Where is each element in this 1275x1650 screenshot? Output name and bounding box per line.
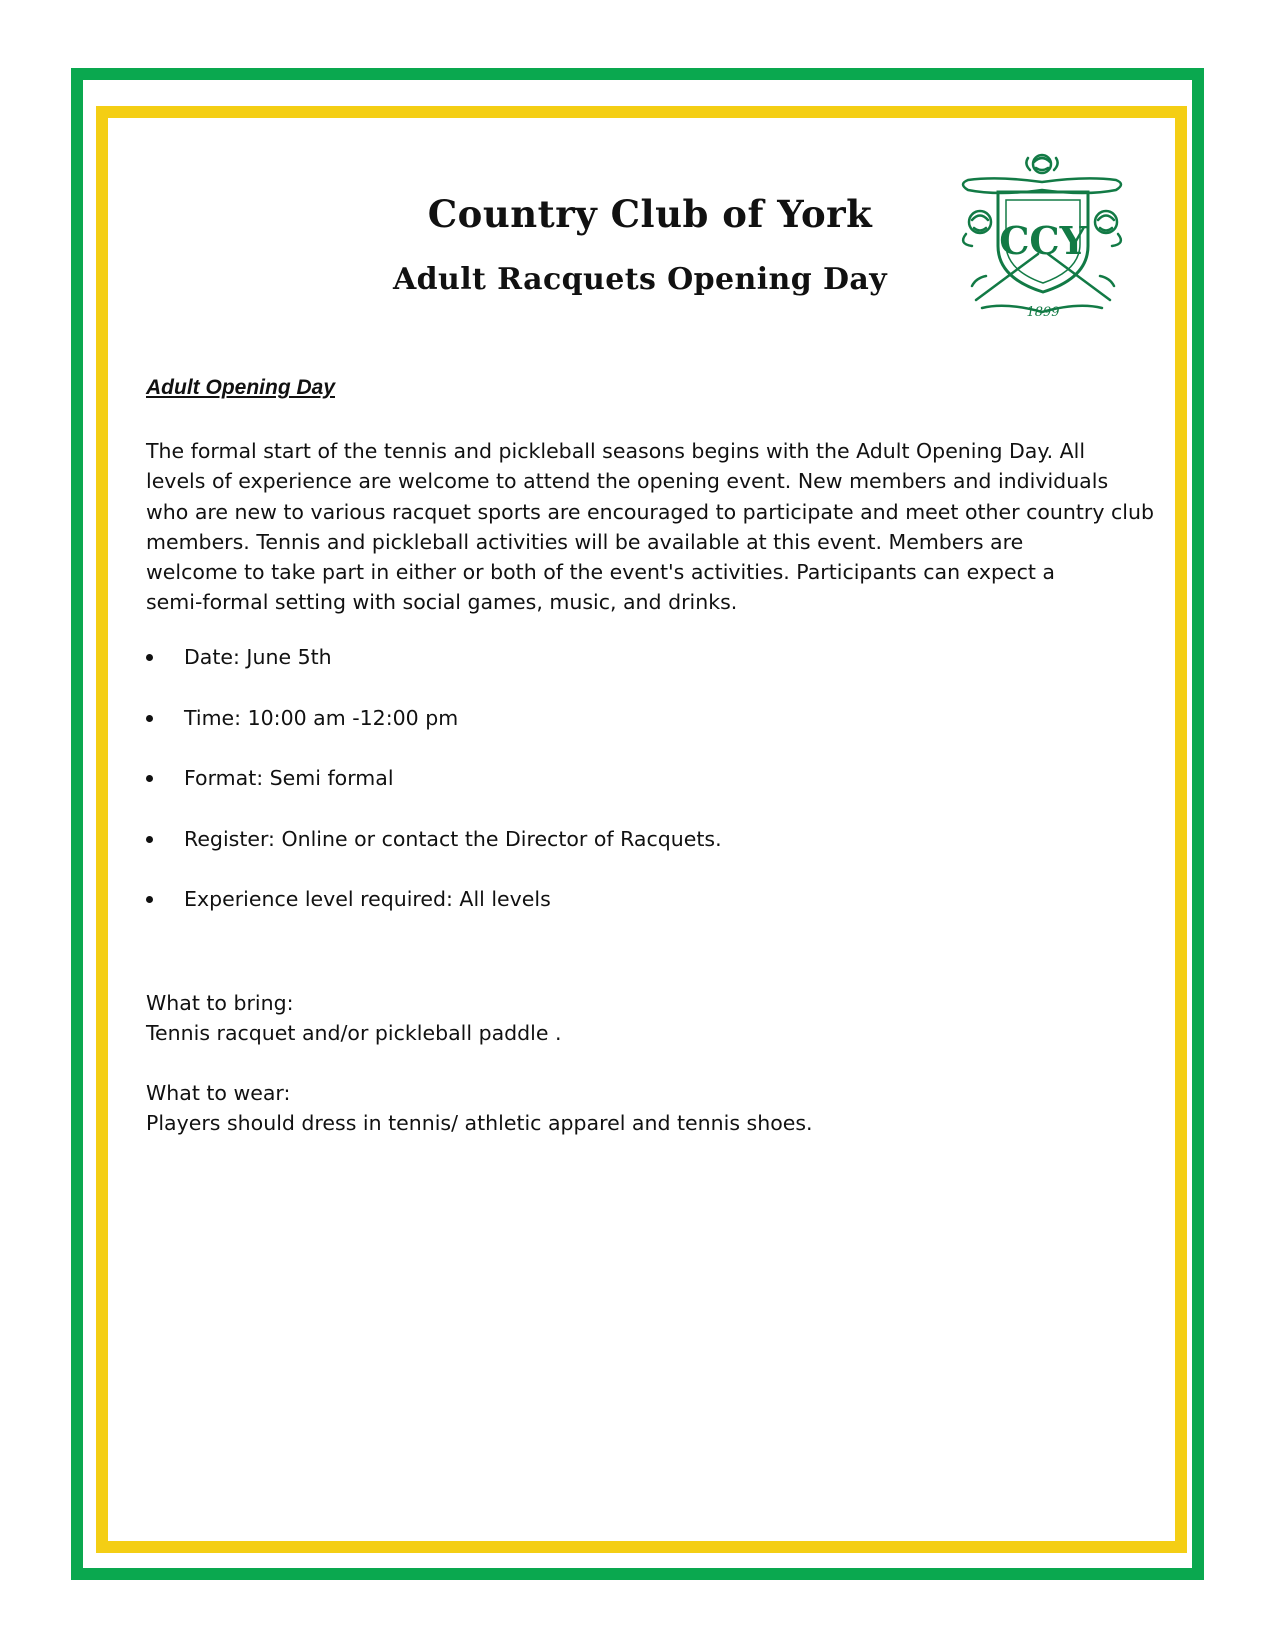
event-details-list	[146, 643, 1046, 946]
crest-monogram: CCY	[999, 218, 1087, 263]
right-rose-icon	[1095, 211, 1121, 246]
detail-date	[146, 643, 1046, 704]
section-heading: Adult Opening Day	[146, 376, 335, 399]
detail-text: Register: Online or contact the Director of Racquets.	[184, 826, 722, 851]
detail-format	[146, 764, 1046, 825]
detail-text: Format: Semi formal	[184, 766, 394, 790]
intro-line: members. Tennis and pickleball activities will be available at this event. Members are	[146, 529, 1024, 554]
wear-label: What to wear:	[146, 1081, 291, 1105]
wear-text: Players should dress in tennis/ athletic apparel and tennis shoes.	[146, 1111, 813, 1136]
what-to-wear	[146, 1078, 813, 1139]
top-rose-icon	[1026, 155, 1057, 173]
detail-experience	[146, 885, 1046, 946]
intro-paragraph	[146, 436, 1154, 618]
left-rose-icon	[963, 211, 991, 246]
bring-label: What to bring:	[146, 991, 294, 1015]
intro-line: who are new to various racquet sports are encouraged to participate and meet other country club	[146, 499, 1154, 524]
bullet-icon	[146, 654, 153, 661]
bullet-icon	[146, 836, 153, 843]
what-to-bring	[146, 988, 562, 1049]
bring-text: Tennis racquet and/or pickleball paddle .	[146, 1021, 562, 1046]
intro-line: semi-formal setting with social games, music, and drinks.	[146, 590, 738, 615]
intro-line: levels of experience are welcome to attend the opening event. New members and individuals	[146, 469, 1109, 494]
crest-year: 1899	[1026, 305, 1060, 320]
page-subtitle: Adult Racquets Opening Day	[392, 262, 888, 297]
detail-time	[146, 704, 1046, 765]
bullet-icon	[146, 896, 153, 903]
page-title: Country Club of York	[427, 192, 873, 236]
club-crest-logo	[946, 150, 1136, 320]
detail-text: Time: 10:00 am -12:00 pm	[184, 705, 459, 730]
intro-line: The formal start of the tennis and pickleball seasons begins with the Adult Opening Day. All	[146, 439, 1086, 463]
detail-text: Experience level required: All levels	[184, 887, 551, 911]
intro-line: welcome to take part in either or both of the event's activities. Participants can expect a	[146, 560, 1055, 585]
bullet-icon	[146, 775, 153, 782]
detail-register	[146, 825, 1046, 886]
detail-text: Date: June 5th	[184, 645, 332, 669]
bullet-icon	[146, 715, 153, 722]
